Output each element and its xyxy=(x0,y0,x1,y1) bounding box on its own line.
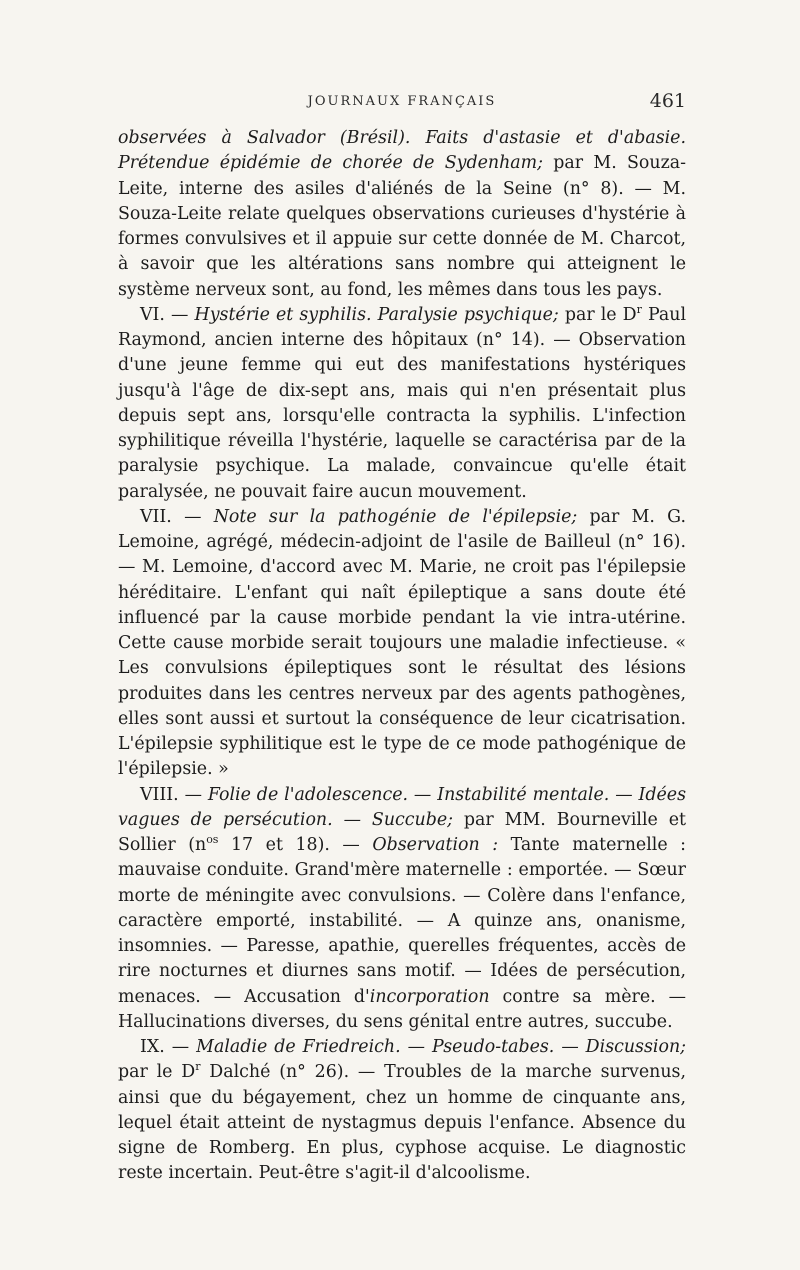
continuation-paragraph xyxy=(118,126,686,303)
section-vi xyxy=(118,303,686,505)
italic-run: Hystérie et syphilis. Paralysie psychique; xyxy=(194,304,559,325)
superscript-run: r xyxy=(195,1060,201,1074)
superscript-run: os xyxy=(206,833,219,847)
text-run: par MM. Bourneville et Sollier (n xyxy=(118,809,687,855)
superscript-run: r xyxy=(636,302,642,316)
text-run: Dalché (n° 26). — Troubles de la marche survenus, ainsi que du bégayement, chez un homme de cinquante ans, lequel était atteint de nystagmus depuis l'enfance. Absence du signe de Romberg. En plus, cyphose acquise. Le diagnostic reste incertain. Peut-être s'agit-il d'alcoolisme. xyxy=(118,1062,686,1184)
page-header xyxy=(118,90,686,118)
text-run: par M. G. Lemoine, agrégé, médecin-adjoint de l'asile de Bailleul (n° 16). — M. Lemoine, d'accord avec M. Marie, ne croit pas l'épilepsie héréditaire. L'enfant qui naît épileptique a sans doute été influencé par la cause morbide pendant la vie intra-utérine. Cette cause morbide serait toujours une maladie infectieuse. « Les convulsions épileptiques sont le résultat des lésions produites dans les centres nerveux par des agents pathogènes, elles sont aussi et surtout la conséquence de leur cicatrisation. L'épilepsie syphilitique est le type de ce mode pathogénique de l'épilepsie. » xyxy=(118,506,686,780)
text-run: VII. — xyxy=(140,506,214,527)
text-run: Paul Raymond, ancien interne des hôpitaux (n° 14). — Observation d'une jeune femme qui eut des manifestations hystériques jusqu'à l'âge de dix-sept ans, mais qui n'en présentait plus depuis sept ans, lorsqu'elle contracta la syphilis. L'infection syphilitique réveilla l'hystérie, laquelle se caractérisa par de la paralysie psychique. La malade, convaincue qu'elle était paralysée, ne pouvait faire aucun mouvement. xyxy=(118,304,687,502)
text-run: par le D xyxy=(118,1062,196,1083)
text-run: IX. — xyxy=(140,1037,197,1057)
italic-run: Note sur la pathogénie de l'épilepsie; xyxy=(213,506,578,527)
text-run: par M. Souza-Leite, interne des asiles d'aliénés de la Seine (n° 8). — M. Souza-Leite relate quelques observations curieuses d'hystérie à formes convulsives et il appuie sur cette donnée de M. Charcot, à savoir que les altérations sans nombre qui atteignent le système nerveux sont, au fond, les mêmes dans tous les pays. xyxy=(118,153,686,300)
body-text xyxy=(118,126,686,1187)
text-run: VI. — xyxy=(140,304,195,325)
text-run: Tante maternelle : mauvaise conduite. Grand'mère maternelle : emportée. — Sœur morte de méningite avec convulsions. — Colère dans l'enfance, caractère emporté, instabilité. — A quinze ans, onanisme, insomnies. — Paresse, apathie, querelles fréquentes, accès de rire nocturnes et diurnes sans motif. — Idées de persécution, menaces. — Accusation d' xyxy=(118,835,686,1007)
section-ix xyxy=(118,1035,686,1187)
text-run: 17 et 18). — xyxy=(218,835,373,855)
text-run: VIII. — xyxy=(140,784,208,805)
text-run: contre sa mère. — Hallucinations diverses, du sens génital entre autres, succube. xyxy=(118,986,686,1032)
page-number: 461 xyxy=(649,90,686,112)
italic-run: Maladie de Friedreich. — Pseudo-tabes. — Discussion; xyxy=(196,1037,686,1057)
italic-run: Observation : xyxy=(372,835,499,855)
text-run: par le D xyxy=(558,304,637,325)
italic-run: incorporation xyxy=(369,986,490,1007)
italic-run: observées à Salvador (Brésil). Faits d'astasie et d'abasie. Prétendue épidémie de chorée de Sydenham; xyxy=(118,128,686,174)
section-viii xyxy=(118,783,686,1036)
italic-run: Folie de l'adolescence. — Instabilité mentale. — Idées vagues de persécution. — Succube; xyxy=(118,784,686,830)
section-vii xyxy=(118,505,686,783)
running-head: JOURNAUX FRANÇAIS xyxy=(307,94,497,109)
